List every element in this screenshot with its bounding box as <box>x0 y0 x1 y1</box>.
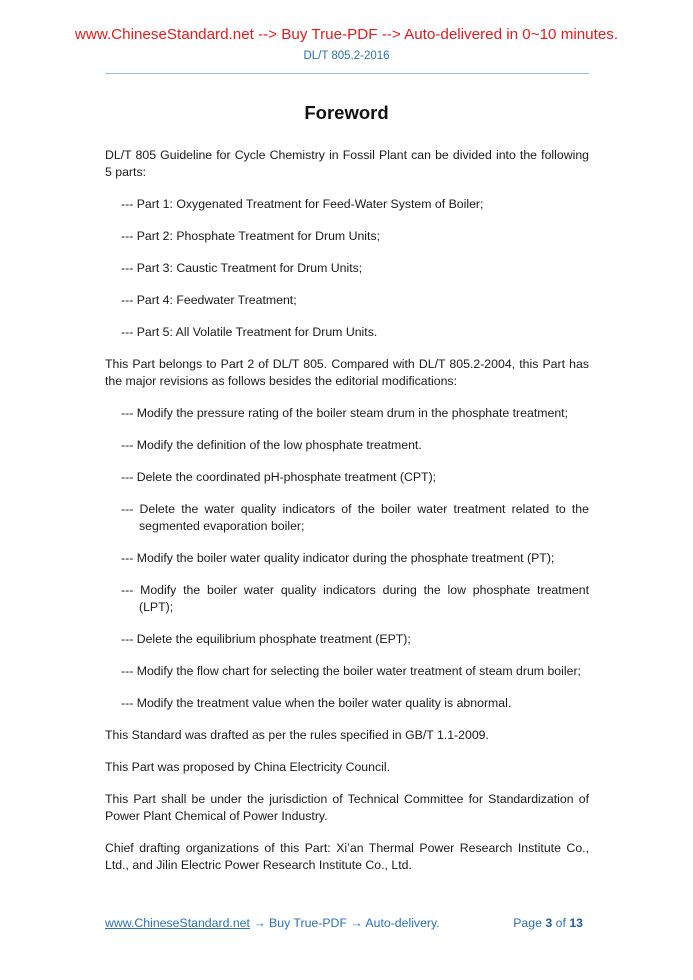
page-label: Page <box>513 916 546 930</box>
revisions-intro-paragraph: This Part belongs to Part 2 of DL/T 805. Compared with DL/T 805.2-2004, this Part has the major revisions as follows besides the editorial modifications: <box>105 357 589 388</box>
list-item: --- Delete the equilibrium phosphate treatment (EPT); <box>121 632 411 646</box>
list-item: --- Part 1: Oxygenated Treatment for Feed-Water System of Boiler; <box>121 197 484 211</box>
drafting-rules-paragraph: This Standard was drafted as per the rules specified in GB/T 1.1-2009. <box>105 728 489 742</box>
list-item: --- Part 4: Feedwater Treatment; <box>121 293 297 307</box>
list-item: --- Modify the definition of the low phosphate treatment. <box>121 438 422 452</box>
parts-list <box>105 196 589 341</box>
header-divider <box>105 73 589 74</box>
document-id: DL/T 805.2-2016 <box>303 50 390 62</box>
top-banner[interactable]: www.ChineseStandard.net --> Buy True-PDF --> Auto-delivered in 0~10 minutes. <box>74 26 619 43</box>
page-title: Foreword <box>304 102 389 123</box>
page-of: of <box>552 916 570 930</box>
page-total: 13 <box>569 916 583 930</box>
footer-link-group[interactable] <box>105 916 440 930</box>
revisions-list <box>105 405 589 712</box>
list-item: --- Part 5: All Volatile Treatment for Drum Units. <box>121 325 378 339</box>
footer-delivery-text[interactable]: → Buy True-PDF → Auto-delivery. <box>249 916 440 930</box>
foreword-body <box>105 147 589 889</box>
list-item: --- Modify the pressure rating of the boiler steam drum in the phosphate treatment; <box>121 406 569 420</box>
list-item: --- Modify the boiler water quality indicator during the phosphate treatment (PT); <box>121 551 555 565</box>
page-current: 3 <box>545 916 553 930</box>
drafting-organizations-paragraph: Chief drafting organizations of this Part: Xi’an Thermal Power Research Institute Co., Ltd., and Jilin Electric Power Research Institute Co., Ltd. <box>105 841 589 872</box>
jurisdiction-paragraph: This Part shall be under the jurisdiction of Technical Committee for Standardization of Power Plant Chemical of Power Industry. <box>105 792 589 823</box>
list-item: --- Modify the flow chart for selecting the boiler water treatment of steam drum boiler; <box>121 664 581 678</box>
page-number <box>513 916 583 930</box>
footer-site-link[interactable]: www.ChineseStandard.net <box>105 916 250 930</box>
list-item: --- Part 3: Caustic Treatment for Drum Units; <box>121 261 363 275</box>
intro-paragraph: DL/T 805 Guideline for Cycle Chemistry in Fossil Plant can be divided into the following 5 parts: <box>105 148 589 179</box>
list-item: --- Modify the boiler water quality indicators during the low phosphate treatment (LPT); <box>121 583 589 614</box>
proposer-paragraph: This Part was proposed by China Electricity Council. <box>105 760 390 774</box>
list-item: --- Delete the coordinated pH-phosphate treatment (CPT); <box>121 470 437 484</box>
list-item: --- Part 2: Phosphate Treatment for Drum Units; <box>121 229 381 243</box>
list-item: --- Modify the treatment value when the boiler water quality is abnormal. <box>121 696 512 710</box>
list-item: --- Delete the water quality indicators of the boiler water treatment related to the segmented evaporation boiler; <box>121 502 589 533</box>
